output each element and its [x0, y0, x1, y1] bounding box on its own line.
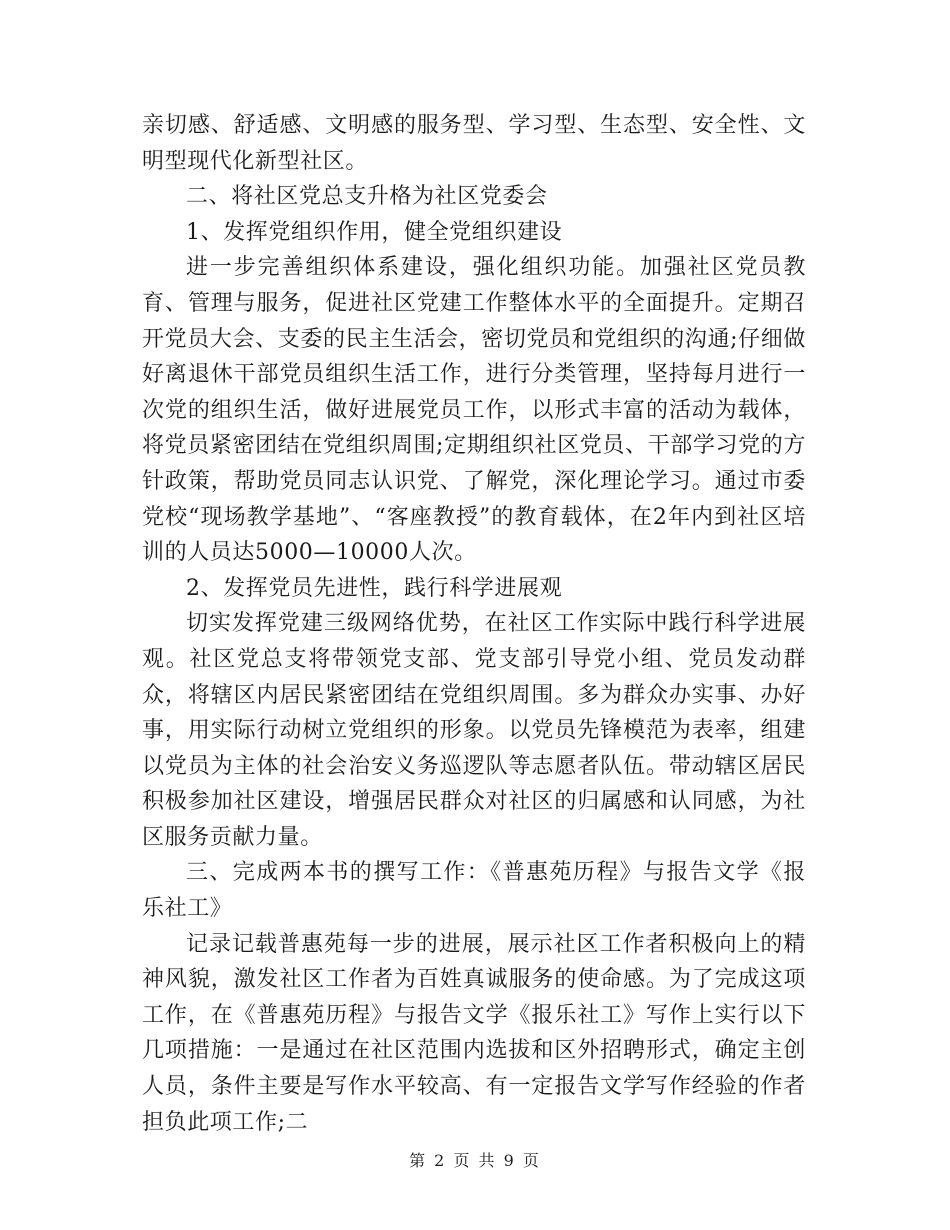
- section-heading-2: 二、将社区党总支升格为社区党委会: [186, 184, 548, 210]
- paragraph-continuation: 亲切感、舒适感、文明感的服务型、学习型、生态型、安全性、文明型现代化新型社区。: [142, 113, 806, 174]
- paragraph-book-writing: 记录记载普惠苑每一步的进展，展示社区工作者积极向上的精神风貌，激发社区工作者为百姓真诚服务的使命感。为了完成这项工作，在《普惠苑历程》与报告文学《报乐社工》写作上实行以下几项措施：一是通过在社区范围内选拔和区外招聘形式，确定主创人员，条件主要是写作水平较高、有一定报告文学写作经验的作者担负此项工作;二: [142, 931, 806, 1135]
- paragraph-party-organization: 进一步完善组织体系建设，强化组织功能。加强社区党员教育、管理与服务，促进社区党建工作整体水平的全面提升。定期召开党员大会、支委的民主生活会，密切党员和党组织的沟通;仔细做好离退休干部党员组织生活工作，进行分类管理，坚持每月进行一次党的组织生活，做好进展党员工作，以形式丰富的活动为载体，将党员紧密团结在党组织周围;定期组织社区党员、干部学习党的方针政策，帮助党员同志认识党、了解党，深化理论学习。通过市委党校“现场教学基地”、“客座教授”的教育载体，在2年内到社区培训的人员达5000—10000人次。: [142, 255, 806, 566]
- paragraph-party-members: 切实发挥党建三级网络优势，在社区工作实际中践行科学进展观。社区党总支将带领党支部、党支部引导党小组、党员发动群众，将辖区内居民紧密团结在党组织周围。多为群众办实事、办好事，用实际行动树立党组织的形象。以党员先锋模范为表率，组建以党员为主体的社会治安义务巡逻队等志愿者队伍。带动辖区居民积极参加社区建设，增强居民群众对社区的归属感和认同感，为社区服务贡献力量。: [142, 611, 806, 850]
- document-body: [142, 108, 806, 1140]
- section-heading-3: 三、完成两本书的撰写工作：《普惠苑历程》与报告文学《报乐社工》: [142, 860, 806, 922]
- subsection-heading-2-2: 2、发挥党员先进性，践行科学进展观: [186, 575, 563, 601]
- subsection-heading-2-1: 1、发挥党组织作用，健全党组织建设: [186, 219, 563, 245]
- page-number-footer: 第 2 页 共 9 页: [409, 1151, 541, 1170]
